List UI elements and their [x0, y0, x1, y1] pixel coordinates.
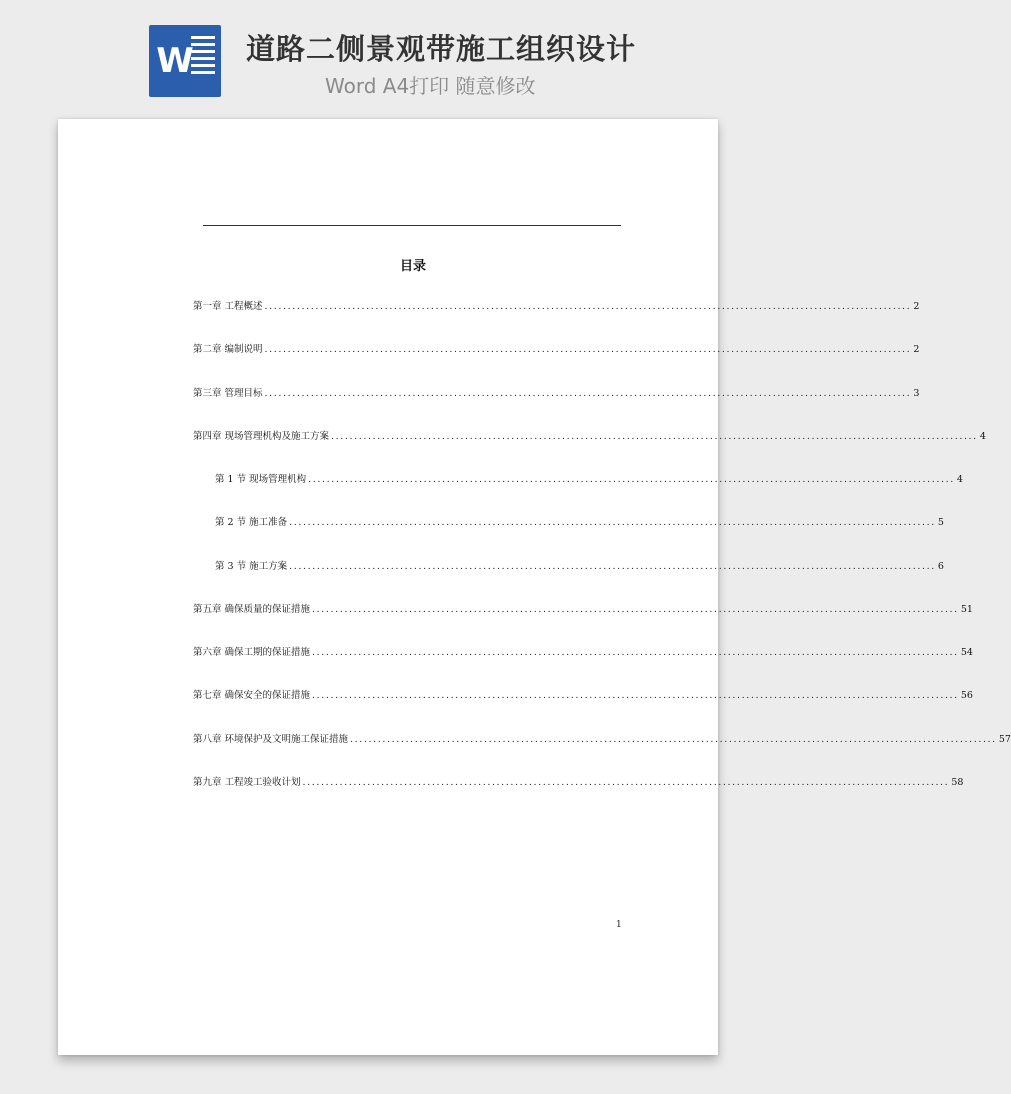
toc-entry[interactable]: [193, 774, 964, 788]
word-document-icon: [149, 25, 221, 97]
toc-dot-leader: ............................................................................................................................................: [264, 388, 912, 399]
header-rule: [203, 225, 621, 226]
toc-entry-label: 第六章 确保工期的保证措施: [193, 647, 311, 658]
toc-entry-label: 第九章 工程竣工验收计划: [193, 777, 301, 788]
toc-entry-page: 6: [937, 561, 944, 572]
toc-entry-page: 54: [960, 647, 973, 658]
toc-entry-page: 57: [998, 734, 1011, 745]
toc-entry-page: 4: [979, 431, 986, 442]
toc-dot-leader: ............................................................................................................................................: [264, 301, 912, 312]
toc-title: 目录: [399, 259, 426, 274]
toc-dot-leader: ............................................................................................................................................: [302, 777, 950, 788]
toc-entry[interactable]: [193, 731, 1011, 745]
document-page: [58, 119, 1011, 1055]
toc-dot-leader: ............................................................................................................................................: [289, 561, 936, 572]
watermark: ​: [91, 471, 105, 491]
header-banner: [0, 0, 774, 118]
toc-entry-page: 51: [960, 604, 973, 615]
toc-entry[interactable]: [215, 471, 963, 485]
toc-entry-page: 4: [956, 474, 963, 485]
toc-entry[interactable]: [193, 601, 973, 615]
toc-entry-page: 56: [960, 690, 973, 701]
toc-entry-label: 第一章 工程概述: [193, 301, 263, 312]
toc-dot-leader: ............................................................................................................................................: [331, 431, 978, 442]
word-logo-letter: W: [156, 41, 194, 81]
toc-entry-page: 2: [913, 301, 920, 312]
toc-dot-leader: ............................................................................................................................................: [312, 690, 959, 701]
toc-entry[interactable]: [193, 687, 973, 701]
toc-entry-page: 58: [951, 777, 964, 788]
toc-entry-page: 5: [937, 517, 944, 528]
toc-entry[interactable]: [215, 558, 944, 572]
toc-entry[interactable]: [193, 428, 986, 442]
document-lines-icon: [191, 36, 215, 86]
toc-dot-leader: ............................................................................................................................................: [312, 647, 959, 658]
toc-entry-page: 3: [913, 388, 920, 399]
toc-entry-label: 第八章 环境保护及文明施工保证措施: [193, 734, 349, 745]
toc-entry[interactable]: [193, 341, 920, 355]
toc-entry-label: 第 1 节 现场管理机构: [215, 474, 307, 485]
toc-entry[interactable]: [193, 298, 920, 312]
toc-entry-label: 第 2 节 施工准备: [215, 517, 288, 528]
toc-entry-label: 第四章 现场管理机构及施工方案: [193, 431, 330, 442]
document-title: 道路二侧景观带施工组织设计: [246, 32, 637, 66]
document-subtitle: Word A4打印 随意修改: [325, 74, 536, 98]
toc-entry[interactable]: [193, 385, 920, 399]
toc-entry-label: 第二章 编制说明: [193, 344, 263, 355]
toc-entry-label: 第七章 确保安全的保证措施: [193, 690, 311, 701]
toc-dot-leader: ............................................................................................................................................: [264, 344, 912, 355]
toc-entry-label: 第 3 节 施工方案: [215, 561, 288, 572]
toc-entry-page: 2: [913, 344, 920, 355]
toc-dot-leader: ............................................................................................................................................: [308, 474, 955, 485]
toc-dot-leader: ............................................................................................................................................: [312, 604, 959, 615]
toc-entry[interactable]: [193, 644, 973, 658]
toc-entry[interactable]: [215, 514, 944, 528]
toc-dot-leader: ............................................................................................................................................: [350, 734, 997, 745]
toc-dot-leader: ............................................................................................................................................: [289, 517, 936, 528]
toc-entry-label: 第三章 管理目标: [193, 388, 263, 399]
toc-entry-label: 第五章 确保质量的保证措施: [193, 604, 311, 615]
page-number: 1: [616, 920, 622, 930]
